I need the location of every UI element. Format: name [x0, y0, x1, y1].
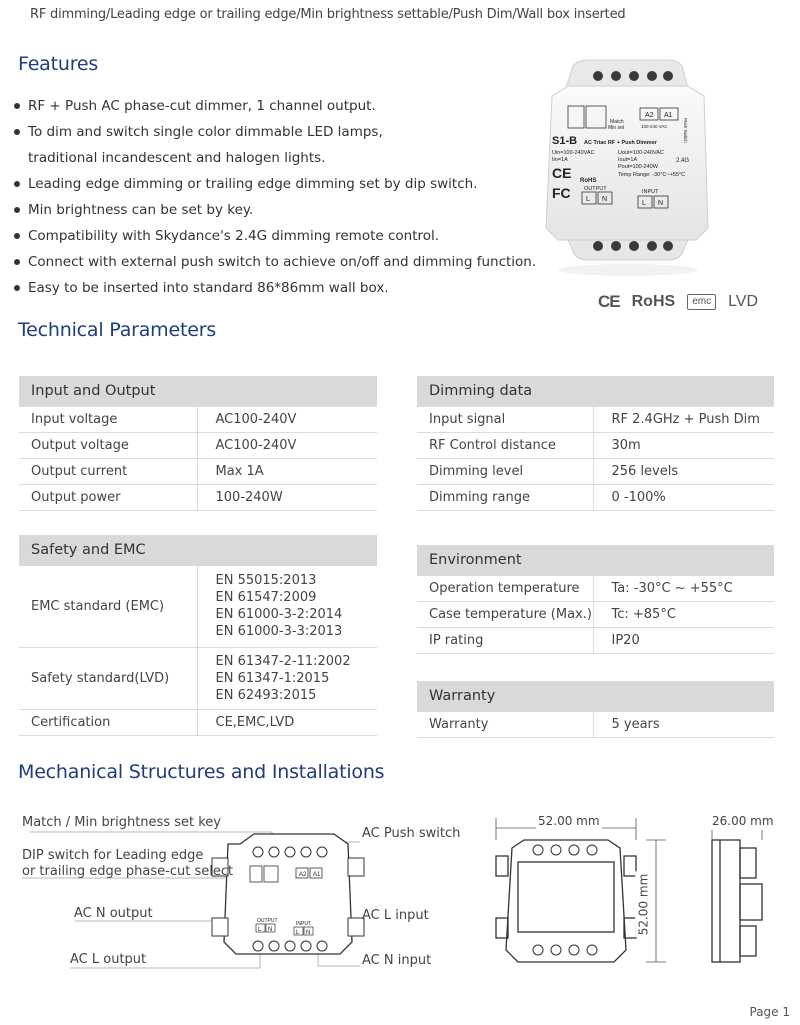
- product-ce-mark: CE: [552, 165, 572, 181]
- diagram-in-l: L: [296, 930, 300, 936]
- product-input-label: INPUT: [642, 189, 659, 195]
- product-push: Push Switch: [683, 118, 688, 143]
- product-in-l: L: [642, 200, 646, 207]
- environment-header: Environment: [417, 545, 774, 575]
- page-number: Page 1: [749, 1005, 790, 1019]
- table-row: Output power 100-240W: [19, 484, 377, 510]
- bullet-icon: [14, 259, 20, 265]
- callout-ac-n-input: AC N input: [362, 953, 432, 968]
- table-row: IP rating IP20: [417, 627, 774, 653]
- table-row: EMC standard (EMC) EN 55015:2013 EN 61547:2009 EN 61000-3-2:2014 EN 61000-3-3:2013: [19, 565, 377, 647]
- feature-item-continuation: traditional incandescent and halogen lights.: [28, 150, 326, 166]
- table-row: Output current Max 1A: [19, 458, 377, 484]
- rohs-icon: RoHS: [631, 293, 676, 310]
- dimension-width: 52.00 mm: [538, 814, 600, 828]
- product-pout: Pout=100-240W: [618, 164, 658, 170]
- diagram-out-n: N: [268, 927, 273, 933]
- table-row: Safety standard(LVD) EN 61347-2-11:2002 EN 61347-1:2015 EN 62493:2015: [19, 647, 377, 709]
- table-row: Warranty 5 years: [417, 711, 774, 737]
- dimming-header: Dimming data: [417, 376, 774, 406]
- safety-emc-table: [19, 535, 377, 736]
- product-fc-mark: FC: [552, 185, 571, 201]
- table-row: Operation temperature Ta: -30°C ~ +55°C: [417, 575, 774, 601]
- feature-item: Leading edge dimming or trailing edge dimming set by dip switch.: [14, 171, 554, 197]
- technical-title: Technical Parameters: [18, 319, 217, 341]
- product-output-label: OUTPUT: [584, 186, 607, 192]
- ce-icon: CE: [598, 292, 620, 311]
- input-output-header: Input and Output: [19, 376, 377, 406]
- features-list: [14, 93, 554, 301]
- table-row: Output voltage AC100-240V: [19, 432, 377, 458]
- product-vac: 100-240 VAC: [641, 124, 668, 129]
- dimming-table: [417, 376, 774, 511]
- callout-ac-push: AC Push switch: [362, 826, 461, 841]
- diagram-output-label: OUTPUT: [257, 918, 278, 924]
- product-a2: A2: [645, 112, 654, 119]
- mechanical-diagram: [0, 800, 800, 1000]
- callout-ac-l-output: AC L output: [70, 952, 147, 967]
- callout-match-key: Match / Min brightness set key: [22, 815, 221, 830]
- mechanical-title: Mechanical Structures and Installations: [18, 761, 385, 783]
- product-iout: Iout=1A: [618, 157, 638, 163]
- callout-dip-line2: or trailing edge phase-cut select: [22, 864, 234, 879]
- dimension-height: 52.00 mm: [636, 873, 651, 936]
- diagram-input-label: INPUT: [296, 921, 311, 927]
- warranty-header: Warranty: [417, 681, 774, 711]
- callout-ac-l-input: AC L input: [362, 908, 429, 923]
- product-iin: Iin=1A: [552, 157, 568, 163]
- product-uout: Uout=100-240VAC: [618, 150, 664, 156]
- product-temp: Temp Range: -30°C~+55°C: [618, 172, 686, 178]
- certification-row: [598, 292, 758, 312]
- diagram-a2: A2: [299, 872, 307, 878]
- product-out-n: N: [602, 196, 608, 203]
- bullet-icon: [14, 233, 20, 239]
- bullet-icon: [14, 285, 20, 291]
- product-match: Match: [610, 119, 624, 125]
- feature-item: Compatibility with Skydance's 2.4G dimming remote control.: [14, 223, 554, 249]
- feature-item: Easy to be inserted into standard 86*86mm wall box.: [14, 275, 554, 301]
- product-out-l: L: [586, 196, 590, 203]
- feature-item: RF + Push AC phase-cut dimmer, 1 channel output.: [14, 93, 554, 119]
- input-output-table: [19, 376, 377, 511]
- diagram-in-n: N: [306, 930, 311, 936]
- diagram-a1: A1: [313, 872, 321, 878]
- emc-icon: emc: [687, 294, 716, 310]
- table-row: RF Control distance 30m: [417, 432, 774, 458]
- bullet-icon: [14, 207, 20, 213]
- callout-dip-line1: DIP switch for Leading edge: [22, 848, 204, 863]
- product-image: [538, 58, 714, 278]
- bullet-icon: [14, 103, 20, 109]
- table-row: Certification CE,EMC,LVD: [19, 709, 377, 735]
- product-uin: Uin=100-240VAC: [552, 150, 595, 156]
- feature-item: Connect with external push switch to achieve on/off and dimming function.: [14, 249, 554, 275]
- diagram-out-l: L: [258, 927, 262, 933]
- bullet-icon: [14, 129, 20, 135]
- safety-emc-header: Safety and EMC: [19, 535, 377, 565]
- product-a1: A1: [664, 112, 673, 119]
- tagline: RF dimming/Leading edge or trailing edge/Min brightness settable/Push Dim/Wall box inserted: [30, 7, 626, 22]
- features-title: Features: [18, 53, 99, 75]
- callout-ac-n-output: AC N output: [74, 906, 153, 921]
- table-row: Input voltage AC100-240V: [19, 406, 377, 432]
- dimension-depth: 26.00 mm: [712, 814, 774, 828]
- table-row: Dimming range 0 -100%: [417, 484, 774, 510]
- feature-item: To dim and switch single color dimmable LED lamps,: [14, 119, 554, 145]
- environment-table: [417, 545, 774, 654]
- product-rohs: RoHS: [580, 178, 597, 184]
- feature-item: Min brightness can be set by key.: [14, 197, 554, 223]
- product-name: AC Triac RF + Push Dimmer: [584, 140, 657, 146]
- bullet-icon: [14, 181, 20, 187]
- table-row: Dimming level 256 levels: [417, 458, 774, 484]
- product-model: S1-B: [552, 135, 578, 147]
- lvd-icon: LVD: [728, 293, 759, 310]
- product-rf: 2.4G: [676, 158, 690, 164]
- product-minset: Min set: [608, 125, 625, 131]
- product-in-n: N: [658, 200, 664, 207]
- warranty-table: [417, 681, 774, 738]
- table-row: Case temperature (Max.) Tc: +85°C: [417, 601, 774, 627]
- table-row: Input signal RF 2.4GHz + Push Dim: [417, 406, 774, 432]
